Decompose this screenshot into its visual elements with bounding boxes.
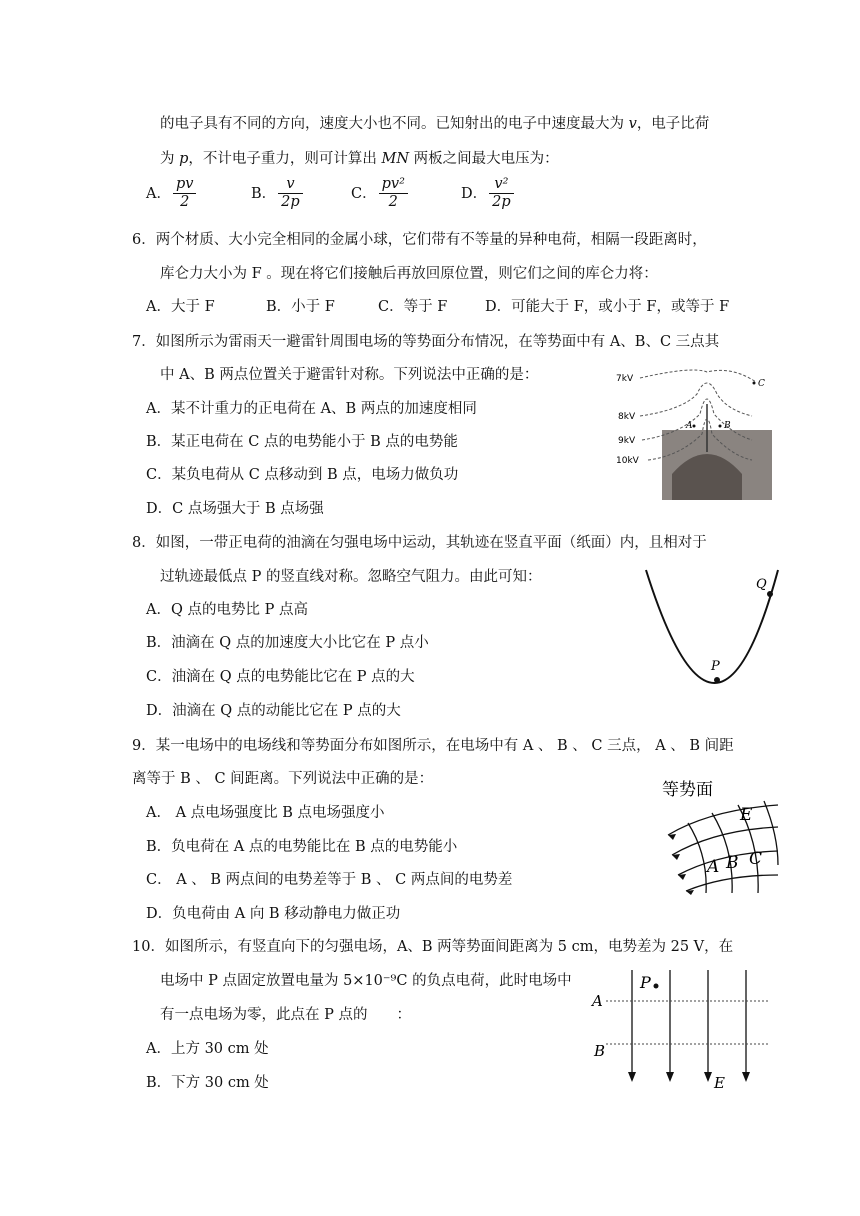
- q8-figure-trajectory: [640, 566, 785, 691]
- arrowhead-2: [666, 1072, 674, 1082]
- label-c: C: [749, 849, 763, 869]
- point-c-dot: [753, 382, 756, 385]
- q9-figure-field-lines: [660, 775, 780, 893]
- q7-stem-line1: 7．如图所示为雷雨天一避雷针周围电场的等势面分布情况，在等势面中有 A、B、C 三点其: [132, 334, 720, 350]
- q9-stem-line2: 离等于 B 、 C 间距离。下列说法中正确的是：: [132, 771, 434, 787]
- q9-option-c: C． A 、 B 两点间的电势差等于 B 、 C 两点间的电势差: [146, 872, 513, 888]
- q5-option-c: C． $\frac{\text{pv²}}{2}$: [351, 176, 461, 212]
- q6-option-d: D．可能大于 F，或小于 F，或等于 F: [485, 299, 730, 315]
- label-p: P: [640, 973, 651, 992]
- q5-option-a: A． $\frac{pv}{2}$: [146, 176, 251, 212]
- label-a: A: [592, 992, 603, 1010]
- figure-title: 等势面: [662, 780, 713, 800]
- q6-option-a: A．大于 F: [146, 299, 215, 315]
- arrowhead-4: [742, 1072, 750, 1082]
- point-c-label: C: [758, 379, 765, 389]
- q8-option-b: B．油滴在 Q 点的加速度大小比它在 P 点小: [146, 635, 429, 651]
- label-9kv: 9kV: [618, 436, 636, 446]
- q6-options: [146, 295, 729, 316]
- label-10kv: 10kV: [616, 456, 639, 466]
- q5-text-line2: 为 p，不计电子重力，则可计算出 MN 两板之间最大电压为：: [160, 151, 559, 167]
- q6-option-c: C．等于 F: [378, 299, 448, 315]
- label-e: E: [740, 805, 753, 825]
- q8-option-d: D．油滴在 Q 点的动能比它在 P 点的大: [146, 703, 401, 719]
- equipotential-1: [688, 823, 706, 893]
- q7-figure-lightning-rod: [612, 364, 772, 500]
- point-q-label: Q: [756, 577, 767, 592]
- q8-option-a: A．Q 点的电势比 P 点高: [146, 602, 308, 618]
- point-b-dot: [719, 425, 722, 428]
- point-q-dot: [767, 591, 773, 597]
- label-b: B: [726, 853, 739, 873]
- label-b: B: [594, 1042, 606, 1060]
- q6-option-b: B．小于 F: [266, 299, 335, 315]
- q5-option-b: B． $\frac{v}{2p}$: [251, 176, 351, 212]
- q6-stem-line1: 6．两个材质、大小完全相同的金属小球，它们带有不等量的异种电荷，相隔一段距离时，: [132, 232, 707, 248]
- q7-option-d: D．C 点场强大于 B 点场强: [146, 501, 324, 517]
- arrowhead-3: [704, 1072, 712, 1082]
- q7-option-a: A．某不计重力的正电荷在 A、B 两点的加速度相同: [146, 401, 477, 417]
- q5-options: [146, 176, 561, 212]
- q10-stem-line1: 10．如图所示，有竖直向下的匀强电场，A、B 两等势面间距离为 5 cm，电势差为 25 V，在: [132, 939, 734, 955]
- label-e: E: [714, 1074, 725, 1092]
- q9-option-a: A． A 点电场强度比 B 点电场强度小: [146, 805, 385, 821]
- point-p-dot: [654, 984, 659, 989]
- point-a-label: A: [686, 421, 693, 431]
- q9-option-d: D．负电荷由 A 向 B 移动静电力做正功: [146, 906, 401, 922]
- point-p-label: P: [711, 659, 720, 674]
- label-a: A: [707, 857, 720, 877]
- q8-stem-line2: 过轨迹最低点 P 的竖直线对称。忽略空气阻力。由此可知：: [160, 569, 542, 585]
- arrowhead-1: [668, 834, 676, 840]
- point-p-dot: [714, 677, 720, 683]
- arrowhead-3: [678, 874, 686, 880]
- q10-figure-uniform-field: [590, 968, 775, 1090]
- equipotential-7kv: [640, 370, 756, 382]
- arrowhead-2: [672, 854, 680, 860]
- q5-text-line1: 的电子具有不同的方向，速度大小也不同。已知射出的电子中速度最大为 v，电子比荷: [160, 116, 710, 132]
- label-8kv: 8kV: [618, 412, 636, 422]
- equipotential-4: [764, 801, 778, 865]
- q10-stem-line3: 有一点电场为零，此点在 P 点的 ：: [160, 1007, 411, 1023]
- q8-stem-line1: 8．如图，一带正电荷的油滴在匀强电场中运动，其轨迹在竖直平面（纸面）内，且相对于: [132, 535, 707, 551]
- q7-option-c: C．某负电荷从 C 点移动到 B 点，电场力做负功: [146, 467, 459, 483]
- equipotential-8kv: [640, 383, 752, 416]
- point-a-dot: [693, 425, 696, 428]
- label-7kv: 7kV: [616, 374, 634, 384]
- q7-option-b: B．某正电荷在 C 点的电势能小于 B 点的电势能: [146, 434, 458, 450]
- q10-option-b: B．下方 30 cm 处: [146, 1075, 269, 1091]
- q5-option-d: D． $\frac{\text{v²}}{2p}$: [461, 176, 561, 212]
- q10-option-a: A．上方 30 cm 处: [146, 1041, 269, 1057]
- q10-stem-line2: 电场中 P 点固定放置电量为 5×10⁻⁹C 的负点电荷，此时电场中: [160, 973, 572, 989]
- arrowhead-1: [628, 1072, 636, 1082]
- point-b-label: B: [724, 421, 731, 431]
- q9-option-b: B．负电荷在 A 点的电势能比在 B 点的电势能小: [146, 839, 458, 855]
- field-line-1: [668, 805, 778, 835]
- q9-stem-line1: 9．某一电场中的电场线和等势面分布如图所示，在电场中有 A 、 B 、 C 三点， A 、 B 间距: [132, 738, 734, 754]
- q8-option-c: C．油滴在 Q 点的电势能比它在 P 点的大: [146, 669, 415, 685]
- q7-stem-line2: 中 A、B 两点位置关于避雷针对称。下列说法中正确的是：: [160, 367, 539, 383]
- q6-stem-line2: 库仑力大小为 F 。现在将它们接触后再放回原位置，则它们之间的库仑力将：: [160, 266, 658, 282]
